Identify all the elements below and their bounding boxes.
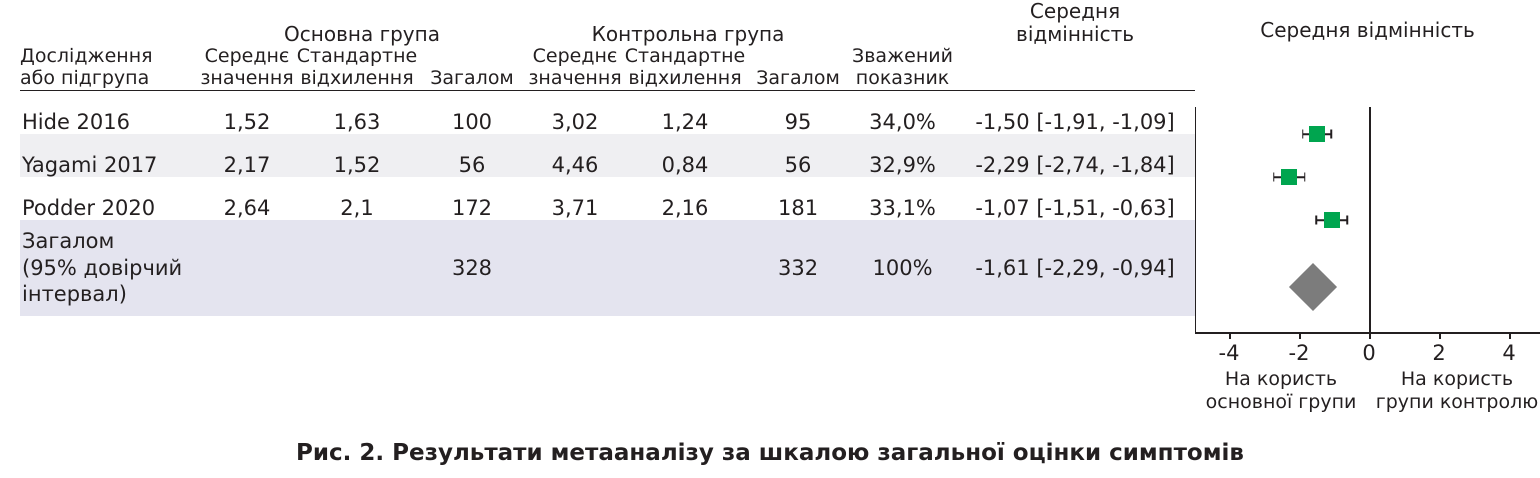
x-tick-minus4 [1229, 332, 1231, 339]
x-tick-zero [1369, 332, 1371, 339]
total-sd-ctrl [624, 220, 746, 316]
favor-left-l1: На користь [1224, 368, 1338, 390]
group-header-experimental: Основна група [284, 22, 440, 46]
x-tick-4 [1509, 332, 1511, 339]
x-tick-label-minus4: -4 [1218, 341, 1240, 365]
favor-control-label [1375, 368, 1539, 414]
col-header-weight [850, 46, 955, 90]
mean-exp-l2: значення [200, 66, 294, 89]
total-ci: -1,61 [-2,29, -0,94] [955, 220, 1195, 316]
col-header-study [20, 46, 198, 90]
spacer-cell [20, 0, 198, 46]
row-sd-ctrl: 1,24 [661, 109, 709, 134]
row-mean-ctrl: 4,46 [526, 134, 624, 177]
total-sd-exp [296, 220, 418, 316]
row-total-ctrl: 95 [784, 109, 812, 134]
mean-ctrl-l1: Середнє [532, 45, 618, 67]
x-tick-label-4: 4 [1502, 341, 1516, 365]
total-label-l1: Загалом [22, 229, 115, 254]
col-header-sd-ctrl [624, 46, 746, 90]
row-total-exp: 100 [451, 109, 493, 134]
row-weight: 33,1% [869, 195, 936, 220]
x-tick-label-zero: 0 [1362, 341, 1376, 365]
row-sd-exp: 2,1 [340, 195, 374, 220]
row-sd-ctrl: 0,84 [624, 134, 746, 177]
mean-exp-l1: Середнє [204, 45, 290, 67]
column-header-row [20, 46, 1195, 90]
row-total-exp: 172 [451, 195, 493, 220]
effect-marker-hide-2016 [1309, 126, 1325, 142]
group-header-control: Контрольна група [591, 22, 785, 46]
group-header-row [20, 0, 1195, 46]
total-weight: 100% [850, 220, 955, 316]
row-total-ctrl: 56 [746, 134, 850, 177]
row-sd-ctrl: 2,16 [661, 195, 709, 220]
col-header-sd-exp [296, 46, 418, 90]
sd-exp-l1: Стандартне [296, 45, 418, 67]
md-line-2: відмінність [1016, 22, 1135, 46]
ci-cap-low-yagami-2017 [1273, 173, 1275, 182]
row-total-ctrl: 181 [777, 195, 819, 220]
row-total-exp: 56 [418, 134, 526, 177]
spacer-cell-2 [850, 0, 955, 46]
total-label [20, 220, 198, 316]
col-header-mean-exp [198, 46, 296, 90]
row-ci: -2,29 [-2,74, -1,84] [955, 134, 1195, 177]
row-study-name: Hide 2016 [22, 109, 130, 134]
plot-frame [1195, 107, 1540, 333]
favor-right-l2: групи контролю [1375, 390, 1539, 413]
total-label-l3: інтервал) [22, 281, 127, 306]
row-mean-ctrl: 3,02 [551, 109, 599, 134]
total-total-ctrl: 332 [746, 220, 850, 316]
col-header-total-exp: Загалом [430, 66, 514, 89]
col-header-total-ctrl: Загалом [756, 66, 840, 89]
favor-right-l1: На користь [1400, 368, 1514, 390]
null-effect-line [1369, 107, 1371, 333]
total-mean-ctrl [526, 220, 624, 316]
total-label-l2: (95% довірчий [22, 255, 183, 280]
weight-l1: Зважений [852, 45, 953, 67]
ci-cap-high-yagami-2017 [1304, 173, 1306, 182]
x-axis-line [1195, 332, 1540, 334]
row-ci: -1,50 [-1,91, -1,09] [975, 109, 1175, 134]
effect-marker-podder-2020 [1324, 212, 1340, 228]
ci-cap-high-hide-2016 [1330, 130, 1332, 139]
x-tick-2 [1439, 332, 1441, 339]
sd-ctrl-l2: відхилення [628, 66, 742, 89]
table-row [20, 177, 1195, 220]
row-sd-exp: 1,63 [333, 109, 381, 134]
row-weight: 32,9% [850, 134, 955, 177]
total-total-exp: 328 [418, 220, 526, 316]
sd-exp-l2: відхилення [300, 66, 414, 89]
row-ci: -1,07 [-1,51, -0,63] [975, 195, 1175, 220]
col-header-mean-ctrl [526, 46, 624, 90]
row-study-name: Yagami 2017 [20, 134, 198, 177]
row-study-name: Podder 2020 [22, 195, 156, 220]
table-row [20, 90, 1195, 134]
ci-cap-low-podder-2020 [1316, 216, 1318, 225]
forest-plot-panel [1195, 0, 1540, 478]
total-mean-exp [198, 220, 296, 316]
x-tick-label-minus2: -2 [1288, 341, 1310, 365]
group-header-mean-difference [955, 0, 1195, 46]
plot-title: Середня відмінність [1260, 18, 1475, 42]
results-table [20, 0, 1195, 316]
sd-ctrl-l1: Стандартне [624, 45, 746, 67]
ci-cap-low-hide-2016 [1302, 130, 1304, 139]
x-tick-label-2: 2 [1432, 341, 1446, 365]
favor-left-l2: основної групи [1205, 390, 1357, 413]
favor-experimental-label [1199, 368, 1363, 414]
row-mean-ctrl: 3,71 [551, 195, 599, 220]
col-header-ci [955, 46, 1195, 90]
row-mean-exp: 1,52 [223, 109, 271, 134]
figure-caption: Рис. 2. Результати метааналізу за шкалою загальної оцінки симптомів [296, 440, 1244, 466]
row-mean-exp: 2,17 [198, 134, 296, 177]
col-header-study-line-2: або підгрупа [20, 66, 150, 89]
weight-l2: показник [855, 66, 950, 89]
mean-ctrl-l2: значення [528, 66, 622, 89]
row-weight: 34,0% [869, 109, 936, 134]
md-line-1: Середня [1029, 0, 1121, 23]
row-sd-exp: 1,52 [296, 134, 418, 177]
effect-marker-yagami-2017 [1281, 169, 1297, 185]
col-header-study-line-1: Дослідження [20, 45, 153, 67]
row-mean-exp: 2,64 [223, 195, 271, 220]
table-row [20, 134, 1195, 177]
ci-cap-high-podder-2020 [1346, 216, 1348, 225]
x-tick-minus2 [1299, 332, 1301, 339]
total-row [20, 220, 1195, 316]
